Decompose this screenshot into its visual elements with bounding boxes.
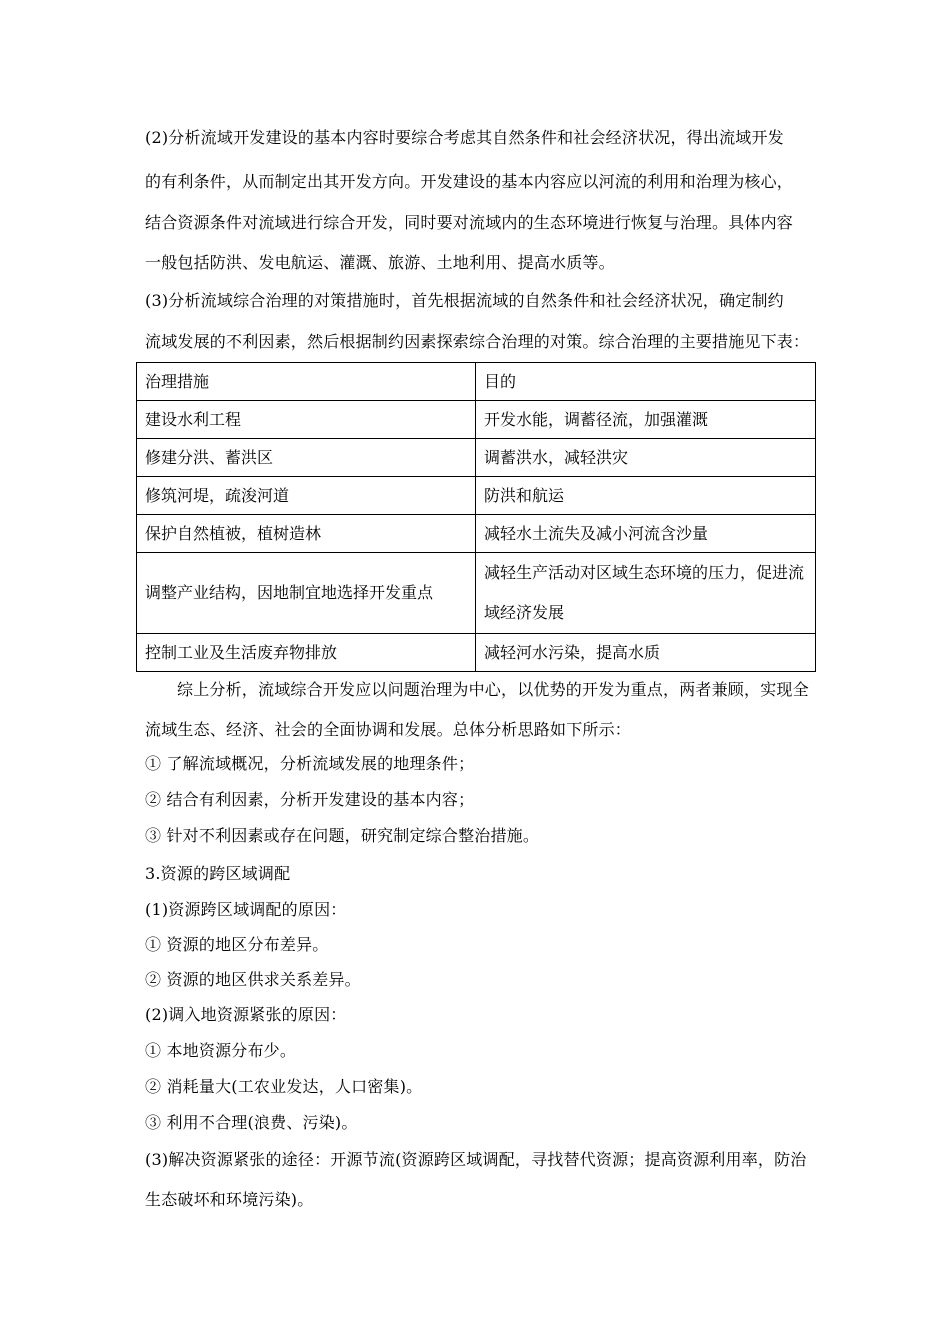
table-header-row xyxy=(137,363,816,401)
table-row xyxy=(137,477,816,515)
table-row xyxy=(137,515,816,553)
section-3-subheading: (1)资源跨区域调配的原因： xyxy=(145,900,347,919)
table-header-cell: 治理措施 xyxy=(137,363,476,401)
section-3-item: ③ 利用不合理(浪费、污染)。 xyxy=(145,1113,358,1132)
section-3-subheading: 生态破坏和环境污染)。 xyxy=(145,1190,314,1209)
governance-measures-table xyxy=(136,362,816,672)
paragraph-2-line: (2)分析流域开发建设的基本内容时要综合考虑其自然条件和社会经济状况，得出流域开发 xyxy=(145,128,784,147)
section-3-subheading: (2)调入地资源紧张的原因： xyxy=(145,1005,347,1024)
section-3-item: ① 本地资源分布少。 xyxy=(145,1041,297,1060)
paragraph-2-line: 的有利条件，从而制定出其开发方向。开发建设的基本内容应以河流的利用和治理为核心， xyxy=(145,172,794,191)
section-3-subheading: (3)解决资源紧张的途径：开源节流(资源跨区域调配，寻找替代资源；提高资源利用率，防治 xyxy=(145,1150,807,1169)
table-cell: 开发水能，调蓄径流，加强灌溉 xyxy=(476,401,816,439)
section-3-item: ① 资源的地区分布差异。 xyxy=(145,935,329,954)
table-cell: 防洪和航运 xyxy=(476,477,816,515)
table-cell: 修筑河堤，疏浚河道 xyxy=(137,477,476,515)
table-cell: 减轻河水污染，提高水质 xyxy=(476,634,816,672)
paragraph-3-line: 流域发展的不利因素，然后根据制约因素探索综合治理的对策。综合治理的主要措施见下表： xyxy=(145,332,810,351)
table-cell: 减轻生产活动对区域生态环境的压力，促进流域经济发展 xyxy=(476,553,816,634)
table-row xyxy=(137,634,816,672)
table-cell: 调整产业结构，因地制宜地选择开发重点 xyxy=(137,553,476,634)
summary-line: 综上分析，流域综合开发应以问题治理为中心，以优势的开发为重点，两者兼顾，实现全 xyxy=(177,680,809,699)
table-cell: 保护自然植被，植树造林 xyxy=(137,515,476,553)
table-row xyxy=(137,553,816,634)
analysis-step: ③ 针对不利因素或存在问题，研究制定综合整治措施。 xyxy=(145,826,540,845)
section-3-item: ② 资源的地区供求关系差异。 xyxy=(145,970,361,989)
table-row xyxy=(137,401,816,439)
paragraph-3-line: (3)分析流域综合治理的对策措施时，首先根据流域的自然条件和社会经济状况，确定制约 xyxy=(145,291,784,310)
analysis-step: ② 结合有利因素，分析开发建设的基本内容； xyxy=(145,790,475,809)
table-cell: 调蓄洪水，减轻洪灾 xyxy=(476,439,816,477)
summary-line: 流域生态、经济、社会的全面协调和发展。总体分析思路如下所示： xyxy=(145,720,632,739)
table-header-cell: 目的 xyxy=(476,363,816,401)
paragraph-2-line: 结合资源条件对流域进行综合开发，同时要对流域内的生态环境进行恢复与治理。具体内容 xyxy=(145,213,794,232)
table-row xyxy=(137,439,816,477)
paragraph-2-line: 一般包括防洪、发电航运、灌溉、旅游、土地利用、提高水质等。 xyxy=(145,253,615,272)
table-cell: 减轻水土流失及减小河流含沙量 xyxy=(476,515,816,553)
table-cell: 控制工业及生活废弃物排放 xyxy=(137,634,476,672)
table-cell: 修建分洪、蓄洪区 xyxy=(137,439,476,477)
section-3-title: 3.资源的跨区域调配 xyxy=(145,864,291,883)
table-cell: 建设水利工程 xyxy=(137,401,476,439)
analysis-step: ① 了解流域概况，分析流域发展的地理条件； xyxy=(145,754,475,773)
section-3-item: ② 消耗量大(工农业发达，人口密集)。 xyxy=(145,1077,423,1096)
